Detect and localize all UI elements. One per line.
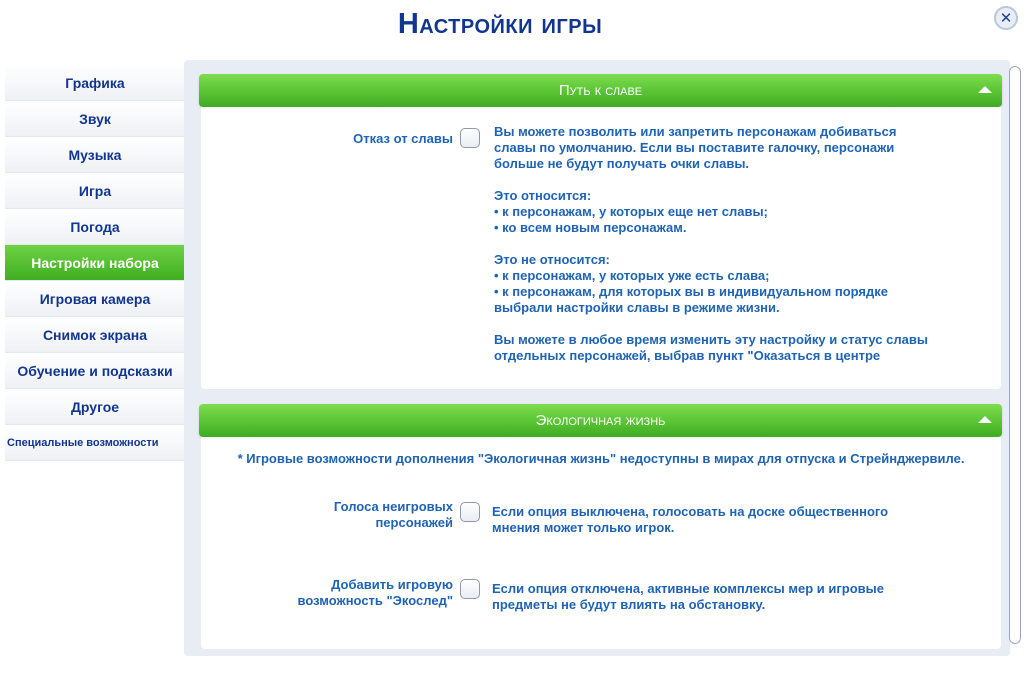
option-label-line: Добавить игровую [331,577,453,592]
checkbox-reject-fame[interactable] [460,128,480,148]
option-description-npc-voting: Если опция выключена, голосовать на доске общественного мнения может только игрок. [492,504,889,535]
sidebar-item-camera[interactable]: Игровая камера [5,281,185,317]
section-note: * Игровые возможности дополнения "Экологичная жизнь" недоступны в мирах для отпуска и Стрейнджервиле. [237,451,965,466]
checkbox-npc-voting[interactable] [460,502,480,522]
sidebar-item-other[interactable]: Другое [5,389,185,425]
section-title: Экологичная жизнь [535,412,666,429]
sidebar-item-weather[interactable]: Погода [5,209,185,245]
option-label-line: возможность "Экослед" [297,593,453,608]
section-panel-eco [201,437,1001,649]
sidebar-item-graphics[interactable]: Графика [5,65,185,101]
option-label-line: Голоса неигровых [333,499,453,514]
option-label-eco-footprint [241,577,453,609]
page-title: Настройки игры [397,8,603,40]
checkbox-eco-footprint[interactable] [460,579,480,599]
option-description-reject-fame: Вы можете позволить или запретить персонажам добиваться славы по умолчанию. Если вы поставите галочку, персонажи больше не будут получать очки славы. Это относится: • к персонажам, у которых еще нет славы; • ко всем новым персонажам. Это не относится: • к персонажам, у которых уже есть слава; • к персонажам, для которых вы в индивидуальном порядке выбрали настройки славы в режиме жизни. Вы можете в любое время изменить эту настройку и статус славы отдельных персонажей, выбрав пункт "Оказаться в центре [494,124,928,363]
option-description-eco-footprint: Если опция отключена, активные комплексы мер и игровые предметы не будут влиять на обстановку. [492,581,884,612]
option-label-reject-fame: Отказ от славы [353,131,453,146]
sidebar-item-music[interactable]: Музыка [5,137,185,173]
close-icon: ✕ [999,9,1013,27]
scrollbar[interactable] [1009,66,1021,644]
sidebar-item-accessibility[interactable]: Специальные возможности [5,425,185,461]
section-header-fame[interactable] [199,74,1002,107]
sidebar-item-screenshot[interactable]: Снимок экрана [5,317,185,353]
section-panel-fame [201,107,1001,389]
sidebar-item-sound[interactable]: Звук [5,101,185,137]
option-label-npc-voting [241,499,453,531]
sidebar-item-game[interactable]: Игра [5,173,185,209]
close-button[interactable] [994,6,1018,30]
section-header-eco[interactable] [199,404,1002,437]
sidebar-item-pack-settings[interactable]: Настройки набора [5,245,185,281]
section-title: Путь к славе [558,82,643,99]
sidebar [5,65,185,461]
option-label-line: персонажей [375,515,453,530]
sidebar-item-tutorial[interactable]: Обучение и подсказки [5,353,185,389]
chevron-up-icon[interactable] [978,86,992,93]
chevron-up-icon[interactable] [978,416,992,423]
